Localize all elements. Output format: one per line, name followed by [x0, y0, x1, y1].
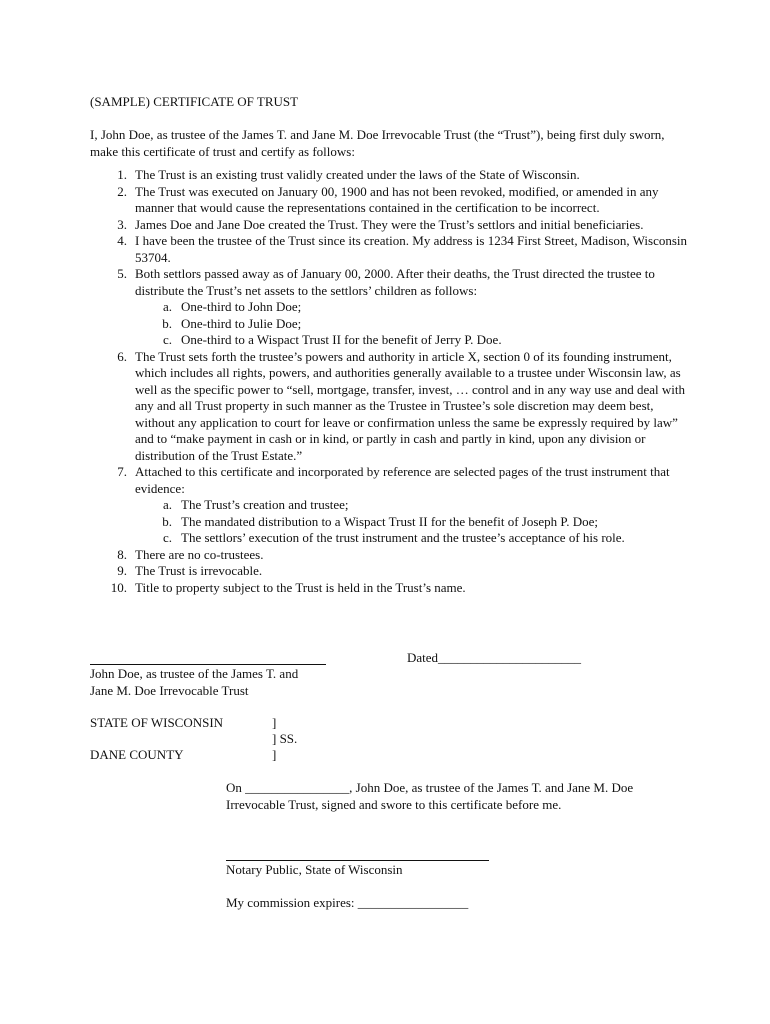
- item-number: 10.: [110, 579, 127, 595]
- item-text: There are no co-trustees.: [135, 546, 264, 562]
- certification-item: [90, 217, 690, 234]
- sub-item-letter: c.: [162, 530, 172, 545]
- intro-paragraph: I, John Doe, as trustee of the James T. and Jane M. Doe Irrevocable Trust (the “Trust”), being first duly sworn, make this certificate of trust and certify as follows:: [90, 127, 665, 159]
- certification-item: [90, 184, 690, 217]
- venue-bracket-ss: ] SS.: [272, 731, 298, 746]
- item-number: 2.: [117, 183, 127, 199]
- commission-expires: My commission expires: _________________: [226, 895, 469, 910]
- notary-signature-line: [226, 846, 489, 861]
- trustee-signature-line: [90, 650, 326, 665]
- sub-item-text: One-third to a Wispact Trust II for the benefit of Jerry P. Doe.: [181, 332, 502, 347]
- dated-field: Dated______________________: [407, 650, 582, 665]
- certification-item: [90, 547, 690, 564]
- sub-item-letter: c.: [162, 332, 172, 347]
- notary-acknowledgment: On ________________, John Doe, as trustee of the James T. and Jane M. Doe Irrevocable Trust, signed and swore to this certificate before me.: [226, 780, 634, 812]
- sub-item-letter: b.: [162, 513, 172, 529]
- trustee-signature-caption: [90, 666, 350, 699]
- item-text: The Trust was executed on January 00, 1900 and has not been revoked, modified, or amended in any manner that would cause the representations contained in the certification to be incorrect.: [135, 183, 659, 215]
- sub-list: [135, 497, 690, 547]
- item-text: The Trust sets forth the trustee’s powers and authority in article X, section 0 of its founding instrument, which includes all rights, powers, and authorities generally available to a trustee under Wisconsin law, as well as the specific power to “sell, mortgage, transfer, invest, … control and in any way use and deal with any and all Trust property in such manner as the Trustee in Trustee’s sole discretion may deem best, without any application to court for leave or confirmation unless the same be expressly required by law” and to “make payment in cash or in kind, or partly in cash and partly in kind, upon any division or distribution of the Trust Estate.”: [135, 348, 686, 463]
- trustee-caption-line-1: John Doe, as trustee of the James T. and: [90, 666, 299, 681]
- certification-item: [90, 580, 690, 597]
- item-text: Title to property subject to the Trust is held in the Trust’s name.: [135, 579, 466, 595]
- certification-list: [90, 167, 690, 596]
- sub-item: [135, 332, 690, 349]
- item-text: Both settlors passed away as of January 00, 2000. After their deaths, the Trust directed the trustee to distribute the Trust’s net assets to the settlors’ children as follows:: [135, 266, 655, 298]
- item-text: I have been the trustee of the Trust since its creation. My address is 1234 First Street, Madison, Wisconsin 53704.: [135, 233, 688, 265]
- certification-item: [90, 233, 690, 266]
- sub-item: [135, 530, 690, 547]
- sub-item-text: The mandated distribution to a Wispact Trust II for the benefit of Joseph P. Doe;: [181, 513, 598, 529]
- item-number: 5.: [117, 266, 127, 281]
- notary-title: Notary Public, State of Wisconsin: [226, 862, 403, 877]
- venue-county: DANE COUNTY: [90, 747, 184, 762]
- sub-item-letter: a.: [162, 299, 172, 314]
- sub-item: [135, 299, 690, 316]
- item-number: 8.: [117, 546, 127, 562]
- venue-bracket-top: ]: [272, 715, 277, 730]
- item-number: 9.: [117, 563, 127, 578]
- item-text: The Trust is an existing trust validly created under the laws of the State of Wisconsin.: [135, 167, 580, 182]
- sub-item-letter: b.: [162, 315, 172, 331]
- certification-item: [90, 563, 690, 580]
- certification-item: [90, 266, 690, 349]
- sub-item: [135, 316, 690, 333]
- trustee-caption-line-2: Jane M. Doe Irrevocable Trust: [90, 682, 249, 698]
- venue-bracket-bottom: ]: [272, 747, 277, 762]
- sub-item-text: The settlors’ execution of the trust instrument and the trustee’s acceptance of his role.: [181, 530, 625, 545]
- document-title: (SAMPLE) CERTIFICATE OF TRUST: [90, 94, 299, 109]
- venue-state: STATE OF WISCONSIN: [90, 715, 224, 730]
- sub-item-letter: a.: [162, 497, 172, 512]
- sub-item-text: One-third to John Doe;: [181, 299, 302, 314]
- sub-item: [135, 514, 690, 531]
- item-text: James Doe and Jane Doe created the Trust. They were the Trust’s settlors and initial beneficiaries.: [135, 216, 644, 232]
- item-text: The Trust is irrevocable.: [135, 563, 263, 578]
- certification-item: [90, 349, 690, 465]
- item-number: 7.: [117, 464, 127, 479]
- item-number: 4.: [117, 233, 127, 248]
- certification-item: [90, 167, 690, 184]
- item-number: 1.: [117, 167, 127, 182]
- item-text: Attached to this certificate and incorporated by reference are selected pages of the trust instrument that evidence:: [135, 464, 670, 496]
- certification-item: [90, 464, 690, 547]
- sub-item-text: One-third to Julie Doe;: [181, 315, 302, 331]
- item-number: 3.: [117, 216, 127, 232]
- sub-item: [135, 497, 690, 514]
- sub-list: [135, 299, 690, 349]
- sub-item-text: The Trust’s creation and trustee;: [181, 497, 349, 512]
- item-number: 6.: [117, 348, 127, 364]
